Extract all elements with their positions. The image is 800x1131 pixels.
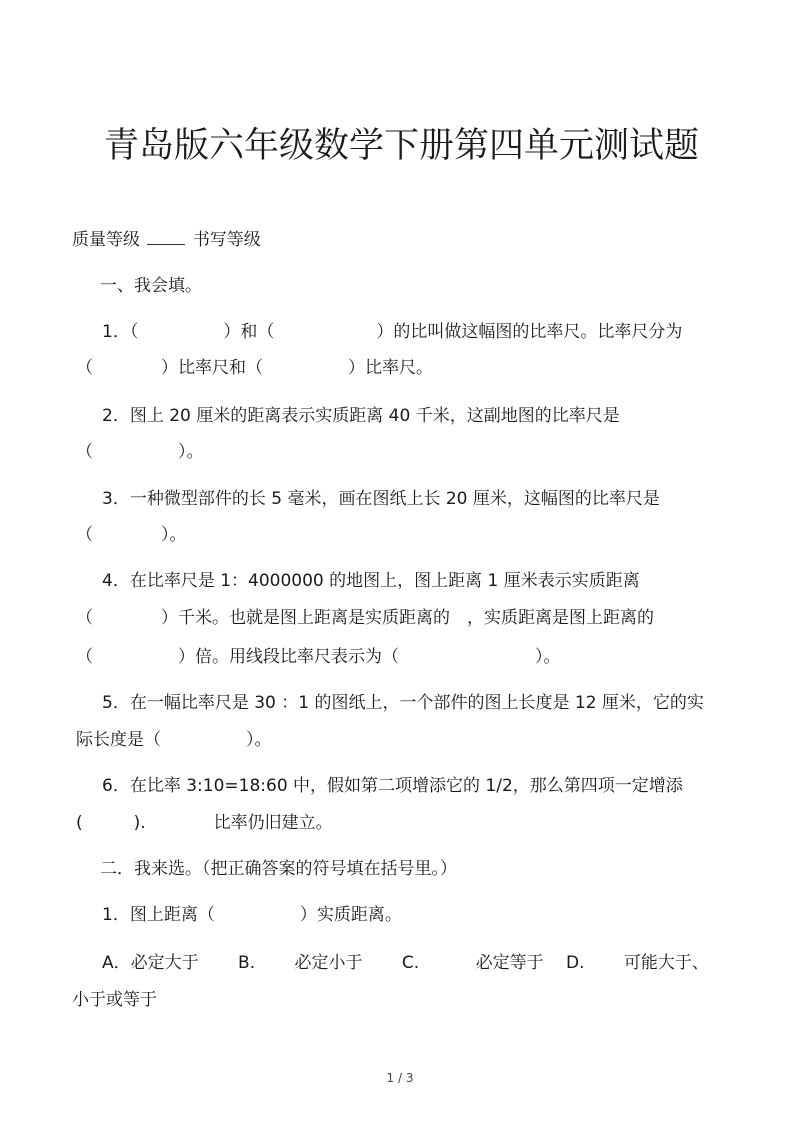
section-heading: 二．我来选。（把正确答案的符号填在括号里。）	[100, 859, 457, 879]
quality-grade-label: 质量等级	[72, 230, 140, 250]
question-line: ( ). 比率仍旧建立。	[76, 813, 333, 833]
question-line: （ ）比率尺和（ ）比率尺。	[76, 358, 433, 378]
question-line: （ ）倍。用线段比率尺表示为（ ）。	[76, 647, 561, 667]
page-title: 青岛版六年级数学下册第四单元测试题	[104, 126, 700, 166]
question-line: 5．在一幅比率尺是 30 ：1 的图纸上，一个部件的图上长度是 12 厘米，它的实	[102, 693, 704, 713]
quality-grade-blank	[147, 230, 185, 245]
question-line: （ ）千米。也就是图上距离是实质距离的 ，实质距离是图上距离的	[76, 608, 654, 628]
question-line: 1．（ ）和（ ）的比叫做这幅图的比率尺。比率尺分为	[102, 322, 683, 342]
question-line: 小于或等于	[72, 990, 157, 1010]
page-number: 1 / 3	[386, 1071, 414, 1085]
question-line: 6．在比率 3:10=18:60 中，假如第二项增添它的 1/2，那么第四项一定增添	[102, 776, 683, 796]
question-line: 际长度是（ ）。	[76, 730, 272, 750]
question-line: 1．图上距离（ ）实质距离。	[102, 905, 402, 925]
writing-grade-label: 书写等级	[192, 230, 261, 250]
grade-line	[72, 228, 261, 252]
question-line: （ ）。	[76, 442, 204, 462]
options-line: A．必定大于 B. 必定小于 C. 必定等于 D. 可能大于、	[102, 953, 709, 973]
question-line: 3．一种微型部件的长 5 毫米，画在图纸上长 20 厘米，这幅图的比率尺是	[102, 489, 660, 509]
question-line: 4．在比率尺是 1：4000000 的地图上，图上距离 1 厘米表示实质距离	[102, 571, 640, 591]
section-heading: 一、我会填。	[100, 276, 202, 296]
question-line: 2．图上 20 厘米的距离表示实质距离 40 千米，这副地图的比率尺是	[102, 406, 620, 426]
question-line: （ ）。	[76, 525, 187, 545]
